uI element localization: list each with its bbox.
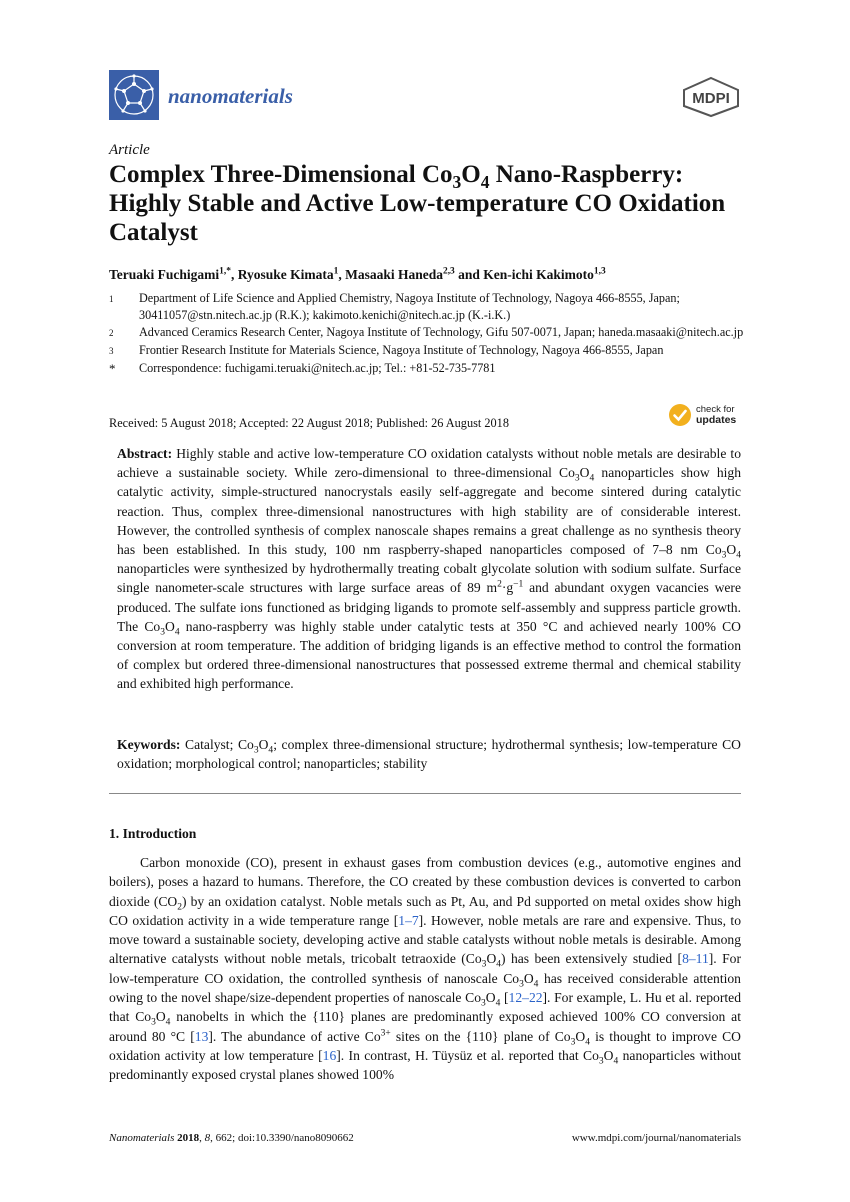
abstract: Abstract: Highly stable and active low-temperature CO oxidation catalysts without noble metals are desirable to achieve a sustainable society. While zero-dimensional to three-dimensional $Co_3O_4$ nanoparticles show high catalytic activity, simple-structured nanocrystals easily self-aggregate and become sintered during catalytic reaction. Thus, complex three-dimensional nanostructures with high stability are of considerable interest. However, the controlled synthesis of complex nanoscale shapes remains a great challenge as no synthesis theory has been established. In this study, 100 nm raspberry-shaped nanoparticles composed of 7–8 nm $Co_3O_4$ nanoparticles were synthesized by hydrothermally treating cobalt glycolate solution with sodium sulfate. Surface single nanometer-scale structures with large surface areas of 89 $m^2\cdot g^{-1}$ and abundant oxygen vacancies were produced. The sulfate ions functioned as bridging ligands to promote self-assembly and suppress particle growth. The $Co_3O_4$ nano-raspberry was highly stable under catalytic tests at 350 °C and achieved nearly 100% CO conversion at room temperature. The addition of bridging ligands is an effective method to control the formation of complex but ordered three-dimensional nanostructures that possessed extreme thermal and chemical stability and exhibited high performance. [117,446,741,692]
citation-link[interactable]: 8–11 [682,951,709,967]
author: Ryosuke Kimata [237,267,334,282]
affiliation-item: 2 Advanced Ceramics Research Center, Nagoya Institute of Technology, Gifu 507-0071, Japan; haneda.masaaki@nitech.ac.jp [109,325,744,339]
updates-label: updates [696,414,737,426]
author-list: Teruaki Fuchigami$^{1,*}$, Ryosuke Kimata$^1$, Masaaki Haneda$^{2,3}$ and Ken-ichi Kakimoto$^{1,3}$ [109,266,606,282]
author: Masaaki Haneda [345,267,443,282]
checkmark-icon [668,403,692,427]
author: Teruaki Fuchigami [109,267,220,282]
affiliation-item: 3 Frontier Research Institute for Materials Science, Nagoya Institute of Technology, Nagoya 466-8555, Japan [109,343,664,357]
page-title: Complex Three-Dimensional $Co_3O_4$ Nano-Raspberry: Highly Stable and Active Low-temperature CO Oxidation Catalyst [109,161,726,246]
footer-citation: Nanomaterials 2018, 8, 662; doi:10.3390/nano8090662 [109,1132,354,1144]
citation-link[interactable]: 12–22 [508,990,543,1006]
check-for-label: check for [696,404,735,415]
section-divider [109,793,741,794]
citation-link[interactable]: 13 [194,1028,209,1044]
check-for-updates-badge[interactable] [668,403,736,427]
author: Ken-ichi Kakimoto [483,267,594,282]
section-heading: 1. Introduction [109,826,197,841]
citation-link[interactable]: 1–7 [398,912,419,928]
keywords-label: Keywords: [117,737,181,752]
keywords: Keywords: Catalyst; $Co_3O_4$; complex three-dimensional structure; hydrothermal synthesis; low-temperature CO oxidation; morphological control; nanoparticles; stability [117,737,741,772]
citation-link[interactable]: 16 [322,1047,337,1063]
mdpi-logo-icon [680,76,742,118]
footer-url[interactable]: www.mdpi.com/journal/nanomaterials [571,1132,741,1144]
publisher-name: MDPI [692,90,730,107]
affiliations [109,290,749,377]
publication-dates: Received: 5 August 2018; Accepted: 22 August 2018; Published: 26 August 2018 [109,416,509,430]
article-type: Article [109,142,150,158]
fullerene-logo-icon [109,70,159,120]
affiliation-item: 1 Department of Life Science and Applied Chemistry, Nagoya Institute of Technology, Nagoya 466-8555, Japan; 30411057@stn.nitech.ac.jp (R.K.); kakimoto.kenichi@nitech.ac.jp (K.-i.K.) [109,291,680,322]
introduction-paragraph: Carbon monoxide (CO), present in exhaust gases from combustion devices (e.g., automotive engines and boilers), poses a hazard to humans. Therefore, the CO created by these combustion devices is converted to carbon dioxide $(CO_2)$ by an oxidation catalyst. Noble metals such as Pt, Au, and Pd supported on metal oxides show high CO oxidation activity in a wide temperature range [1–7]. However, noble metals are rare and expensive. Thus, to move toward a sustainable society, developing active and stable catalysts without noble metals is desirable. Among alternative catalysts without noble metals, tricobalt tetraoxide $(Co_3O_4)$ has been extensively studied [8–11]. For low-temperature CO oxidation, the controlled synthesis of nanoscale $Co_3O_4$ has received considerable attention owing to the novel shape/size-dependent properties of nanoscale $Co_3O_4$ [12–22]. For example, L. Hu et al. reported that $Co_3O_4$ nanobelts in which the {110} planes are predominantly exposed achieved 100% CO conversion at around 80 °C [13]. The abundance of active $Co^{3+}$ sites on the {110} plane of $Co_3O_4$ is thought to improve CO oxidation activity at low temperature [16]. In contrast, H. Tüysüz et al. reported that $Co_3O_4$ nanoparticles without predominantly exposed crystal planes showed 100% [109,855,742,1083]
journal-name: nanomaterials [168,84,293,108]
abstract-label: Abstract: [117,446,173,461]
correspondence: * Correspondence: fuchigami.teruaki@nitech.ac.jp; Tel.: +81-52-735-7781 [109,361,496,376]
